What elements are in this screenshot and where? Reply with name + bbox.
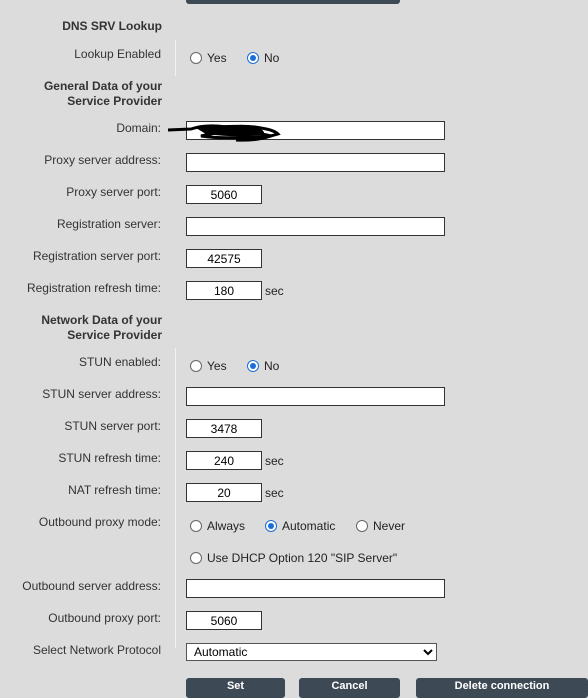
network-protocol-label: Select Network Protocol [32, 643, 161, 657]
stun-enabled-label: STUN enabled: [78, 355, 161, 369]
nat-refresh-unit: sec [265, 486, 284, 500]
radio-circle-selected [247, 52, 259, 64]
set-button[interactable]: Set [186, 678, 285, 698]
section-general-line1: General Data of your [43, 79, 162, 93]
registration-refresh-time-label: Registration refresh time: [26, 281, 161, 295]
stun-refresh-unit: sec [265, 454, 284, 468]
section-dns-srv-title: DNS SRV Lookup [62, 19, 162, 33]
radio-circle [356, 520, 368, 532]
proxy-server-port-label: Proxy server port: [66, 185, 161, 199]
radio-circle-selected [265, 520, 277, 532]
stun-refresh-time-label: STUN refresh time: [58, 451, 161, 465]
stun-server-address-input[interactable] [186, 387, 445, 406]
stun-refresh-time-input[interactable] [186, 451, 262, 470]
radio-circle [190, 520, 202, 532]
registration-server-port-label: Registration server port: [32, 249, 161, 263]
nat-refresh-time-label: NAT refresh time: [68, 483, 161, 497]
section-network-line2: Service Provider [67, 328, 162, 342]
cancel-button[interactable]: Cancel [299, 678, 400, 698]
radio-circle [190, 552, 202, 564]
radio-circle-selected [247, 360, 259, 372]
outbound-never-label: Never [373, 519, 406, 533]
lookup-yes-radio[interactable] [190, 51, 227, 65]
lookup-no-radio[interactable] [247, 51, 279, 65]
registration-refresh-unit: sec [265, 284, 284, 298]
outbound-proxy-port-input[interactable] [186, 611, 262, 630]
section-network-line1: Network Data of your [41, 313, 162, 327]
lookup-no-label: No [264, 51, 280, 65]
stun-server-port-label: STUN server port: [64, 419, 161, 433]
top-button-edge [186, 0, 400, 4]
domain-label: Domain: [116, 121, 161, 135]
proxy-server-port-input[interactable] [186, 185, 262, 204]
outbound-proxy-port-label: Outbound proxy port: [48, 611, 161, 625]
section-network-title [0, 313, 162, 343]
nat-refresh-time-input[interactable] [186, 483, 262, 502]
proxy-server-address-label: Proxy server address: [44, 153, 161, 167]
outbound-server-address-input[interactable] [186, 579, 445, 598]
outbound-dhcp-label: Use DHCP Option 120 "SIP Server" [207, 551, 398, 565]
outbound-never-radio[interactable] [356, 519, 405, 533]
outbound-proxy-mode-label: Outbound proxy mode: [38, 515, 161, 529]
stun-yes-radio[interactable] [190, 359, 227, 373]
redaction-scribble [166, 122, 281, 144]
registration-refresh-time-input[interactable] [186, 281, 262, 300]
proxy-server-address-input[interactable] [186, 153, 445, 172]
section-general-title [0, 79, 162, 109]
divider [175, 40, 176, 76]
delete-connection-button[interactable]: Delete connection [416, 678, 588, 698]
outbound-automatic-label: Automatic [282, 519, 336, 533]
lookup-yes-label: Yes [207, 51, 227, 65]
outbound-always-radio[interactable] [190, 519, 245, 533]
outbound-automatic-radio[interactable] [265, 519, 335, 533]
stun-server-address-label: STUN server address: [42, 387, 161, 401]
lookup-enabled-label: Lookup Enabled [74, 47, 161, 61]
section-general-line2: Service Provider [67, 94, 162, 108]
stun-yes-label: Yes [207, 359, 227, 373]
stun-no-radio[interactable] [247, 359, 279, 373]
outbound-dhcp-radio[interactable] [190, 551, 397, 565]
radio-circle [190, 52, 202, 64]
radio-circle [190, 360, 202, 372]
registration-server-port-input[interactable] [186, 249, 262, 268]
registration-server-input[interactable] [186, 217, 445, 236]
outbound-always-label: Always [207, 519, 246, 533]
registration-server-label: Registration server: [56, 217, 161, 231]
outbound-server-address-label: Outbound server address: [22, 579, 161, 593]
stun-no-label: No [264, 359, 280, 373]
divider [175, 348, 176, 648]
network-protocol-select[interactable] [186, 643, 437, 661]
stun-server-port-input[interactable] [186, 419, 262, 438]
